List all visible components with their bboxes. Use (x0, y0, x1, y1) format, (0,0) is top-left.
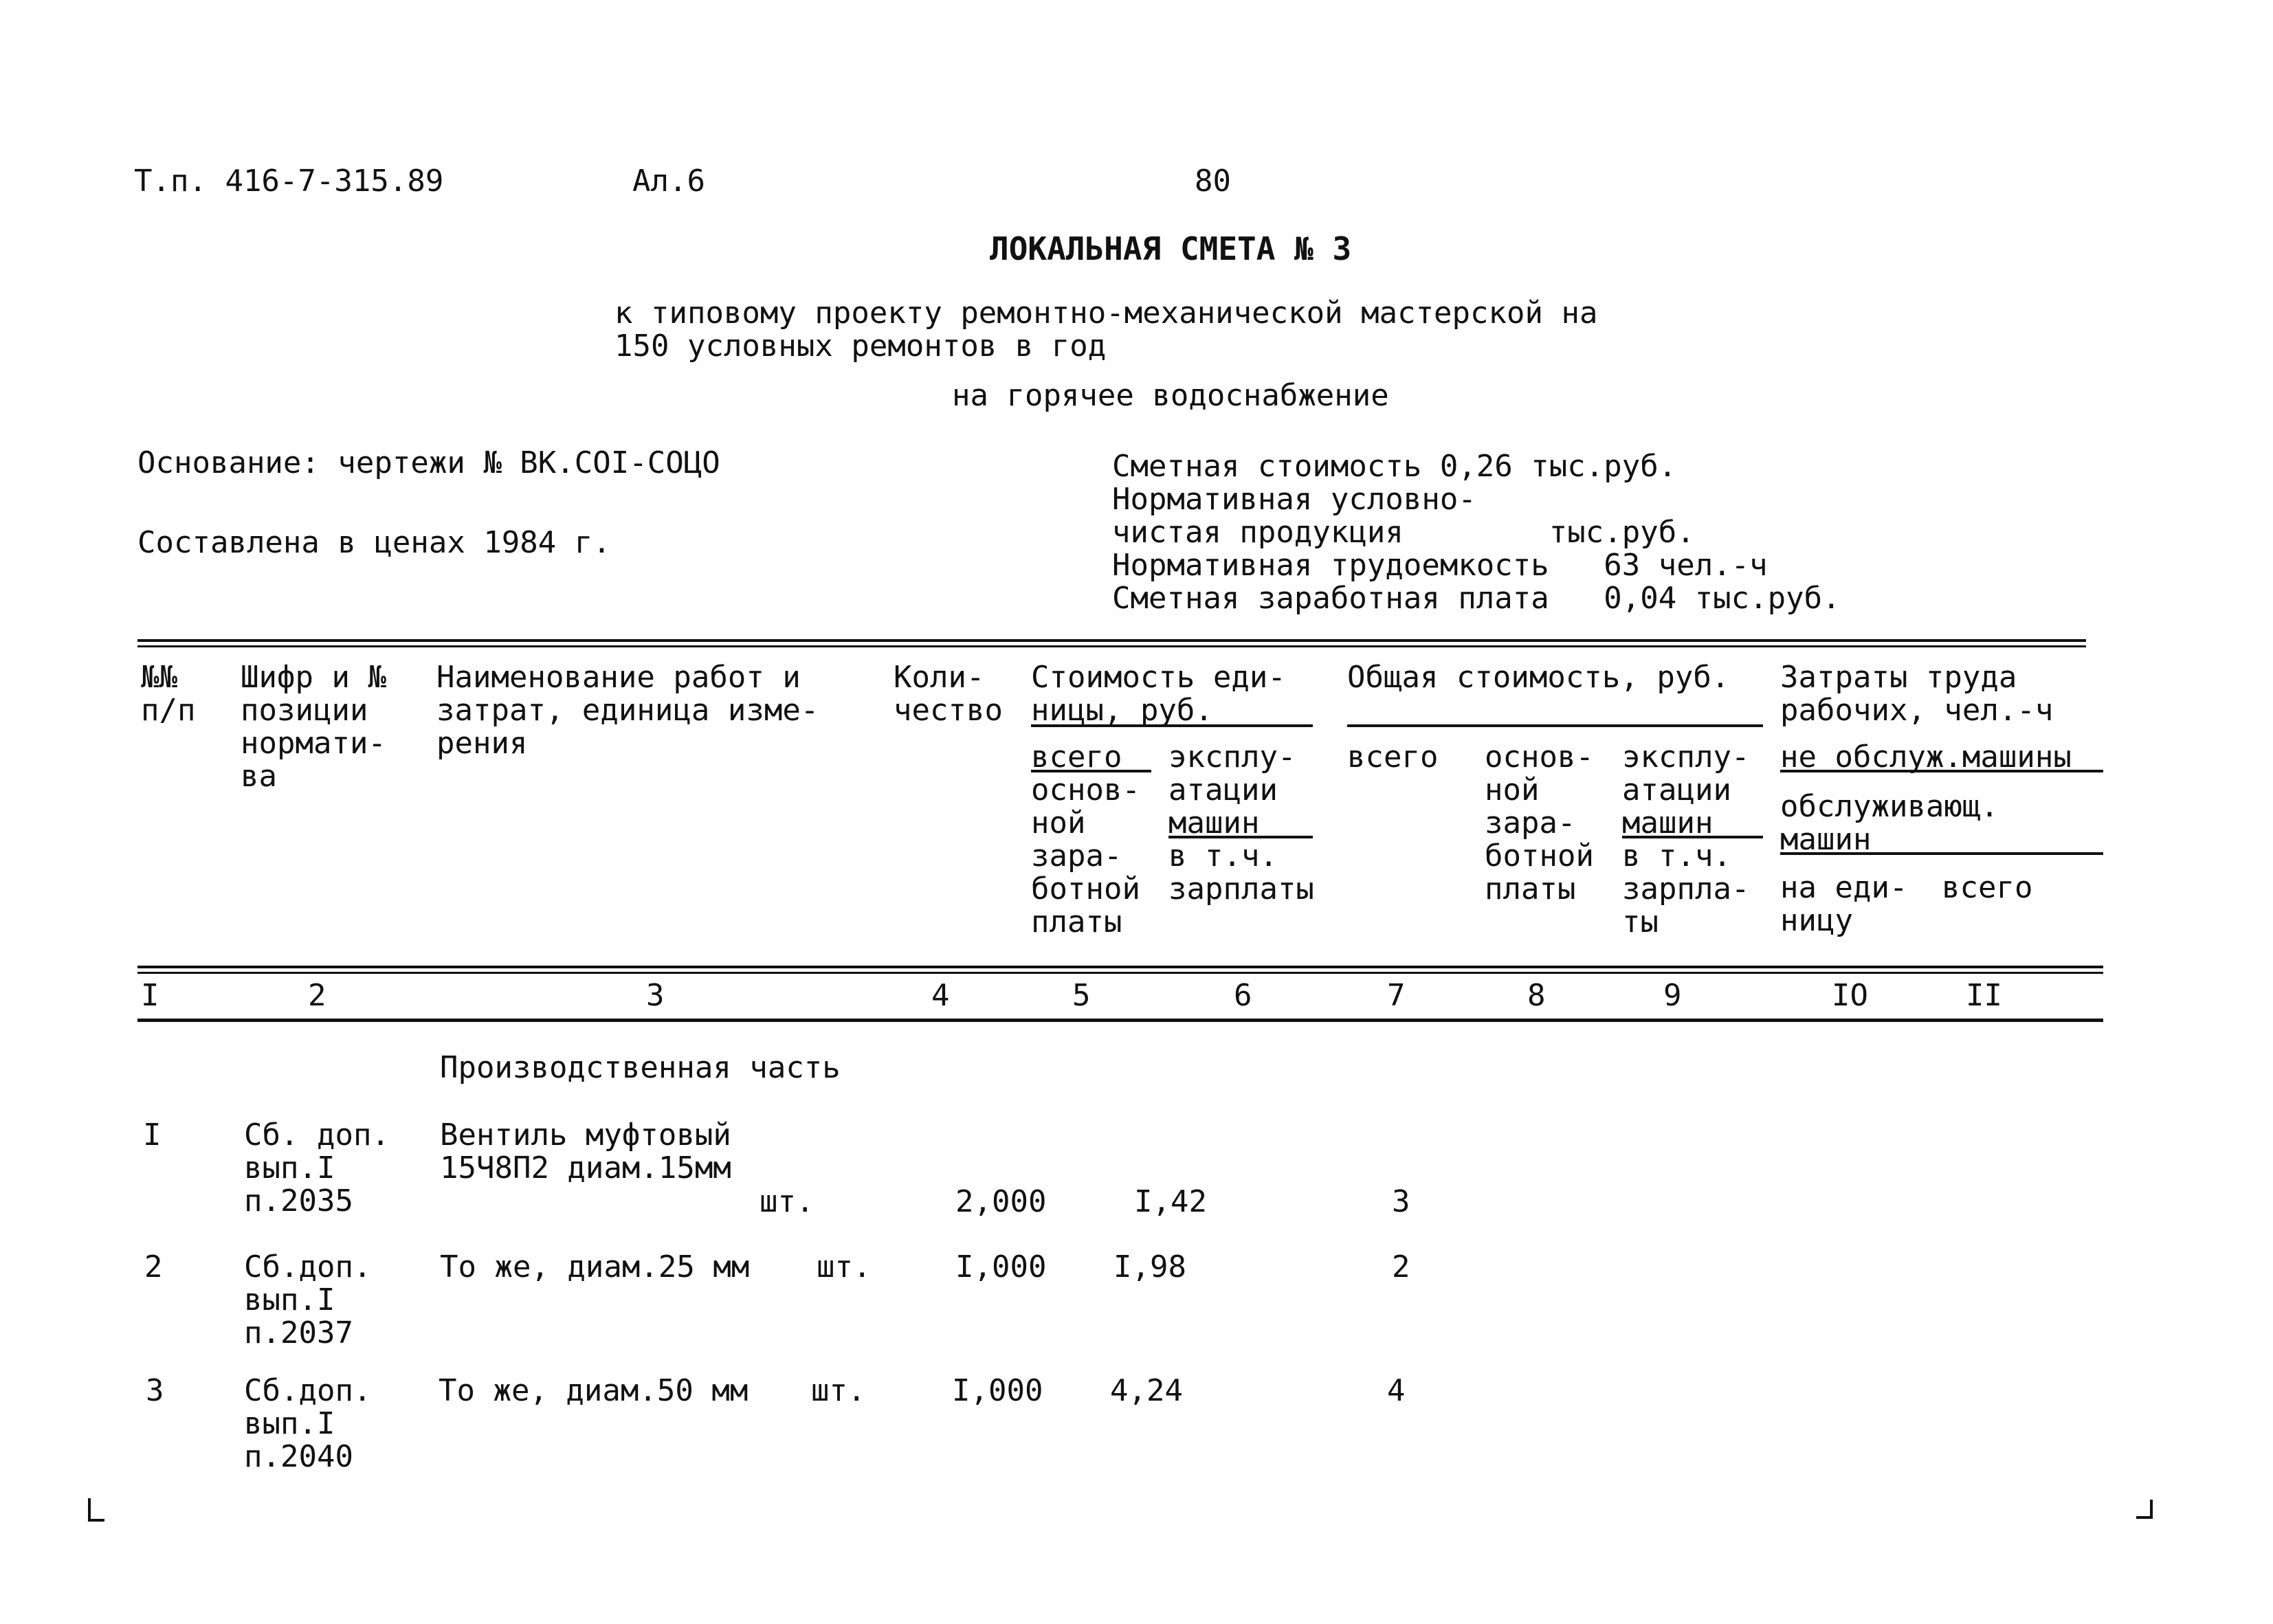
header-total-machines-rule (1622, 836, 1763, 838)
header-labor-total: всего (1942, 870, 2033, 905)
row-code: Сб.доп. вып.I п.2037 (244, 1249, 372, 1350)
header-bottom-rule (137, 966, 2103, 974)
col-number-3: 3 (646, 978, 665, 1013)
header-unit-machines-rule (1168, 836, 1313, 838)
col-number-6: 6 (1234, 978, 1252, 1013)
summary-wages: Сметная заработная плата 0,04 тыс.руб. (1112, 581, 1841, 616)
header-labor-service: обслуживающ. машин (1780, 789, 1999, 857)
header-quantity: Коли- чество (894, 660, 1003, 728)
row-total-cost: 4 (1387, 1373, 1406, 1408)
row-unit: шт. (759, 1184, 814, 1219)
header-total-wages: основ- ной зара- ботной платы (1485, 739, 1594, 906)
document-code: Т.п. 416-7-315.89 (134, 164, 444, 199)
summary-normative-1: Нормативная условно- (1112, 482, 1476, 517)
row-quantity: I,000 (952, 1373, 1043, 1408)
header-labor-per-unit: на еди- ницу (1780, 870, 1908, 938)
col-number-1: I (141, 978, 159, 1013)
row-code: Сб.доп. вып.I п.2040 (244, 1373, 372, 1474)
estimate-title: ЛОКАЛЬНАЯ СМЕТА № 3 (990, 230, 1352, 267)
col-number-7: 7 (1387, 978, 1406, 1013)
row-total-cost: 3 (1392, 1184, 1410, 1219)
col-number-4: 4 (931, 978, 950, 1013)
header-total-cost: Общая стоимость, руб. (1347, 660, 1730, 695)
row-name: Вентиль муфтовый 15Ч8П2 диам.15мм (440, 1117, 731, 1186)
corner-mark-right (2136, 1500, 2153, 1519)
header-labor: Затраты труда рабочих, чел.-ч (1780, 660, 2054, 728)
row-unit-cost: 4,24 (1110, 1373, 1183, 1408)
row-total-cost: 2 (1392, 1249, 1410, 1284)
row-code: Сб. доп. вып.I п.2035 (244, 1117, 390, 1219)
basis-drawings: Основание: чертежи № ВК.СОI-СОЦО (137, 445, 720, 480)
table-top-rule (137, 639, 2086, 647)
row-number: 2 (144, 1249, 163, 1284)
row-name: То же, диам.50 мм (439, 1373, 749, 1408)
header-unit-total-rule (1031, 770, 1151, 772)
col-number-10: IO (1832, 978, 1868, 1013)
corner-mark-left (88, 1498, 104, 1522)
project-line-2: 150 условных ремонтов в год (614, 329, 1107, 364)
header-name: Наименование работ и затрат, единица изме- рения (436, 660, 819, 761)
estimate-subject: на горячее водоснабжение (952, 378, 1389, 413)
row-quantity: 2,000 (955, 1184, 1047, 1219)
header-labor-non-service-rule (1780, 770, 2103, 772)
col-number-2: 2 (308, 978, 326, 1013)
header-total: всего (1347, 739, 1439, 775)
row-number: I (143, 1117, 162, 1153)
row-unit-cost: I,42 (1134, 1184, 1207, 1219)
row-name: То же, диам.25 мм (440, 1249, 750, 1284)
row-unit-cost: I,98 (1113, 1249, 1186, 1284)
col-number-9: 9 (1663, 978, 1682, 1013)
header-number: №№ п/п (141, 660, 196, 728)
page-number: 80 (1195, 164, 1231, 199)
col-number-5: 5 (1072, 978, 1091, 1013)
header-unit-cost: Стоимость еди- ницы, руб. (1031, 660, 1286, 728)
header-unit-total: всего основ- ной зара- ботной платы (1031, 739, 1140, 939)
album-number: Ал.6 (632, 164, 705, 199)
row-number: 3 (146, 1373, 164, 1408)
header-total-machines: эксплу- атации машин в т.ч. зарпла- ты (1622, 739, 1750, 939)
section-title: Производственная часть (440, 1050, 841, 1085)
header-unit-machines: эксплу- атации машин в т.ч. зарплаты (1168, 739, 1314, 906)
row-unit: шт. (811, 1373, 866, 1408)
header-total-cost-rule (1347, 724, 1763, 727)
row-unit: шт. (817, 1249, 872, 1284)
col-number-8: 8 (1527, 978, 1546, 1013)
col-number-11: II (1966, 978, 2002, 1013)
summary-normative-2: чистая продукция тыс.руб. (1112, 515, 1695, 550)
summary-labor: Нормативная трудоемкость 63 чел.-ч (1112, 548, 1768, 583)
header-labor-service-rule (1780, 852, 2103, 855)
row-quantity: I,000 (955, 1249, 1047, 1284)
project-line-1: к типовому проекту ремонтно-механической мастерской на (614, 296, 1598, 331)
col-numbers-rule (137, 1019, 2103, 1022)
header-labor-non-service: не обслуж.машины (1780, 739, 2072, 775)
header-code: Шифр и № позиции нормати- ва (241, 660, 386, 794)
summary-cost: Сметная стоимость 0,26 тыс.руб. (1112, 449, 1677, 484)
basis-prices: Составлена в ценах 1984 г. (137, 525, 611, 560)
header-unit-cost-rule (1031, 724, 1313, 727)
